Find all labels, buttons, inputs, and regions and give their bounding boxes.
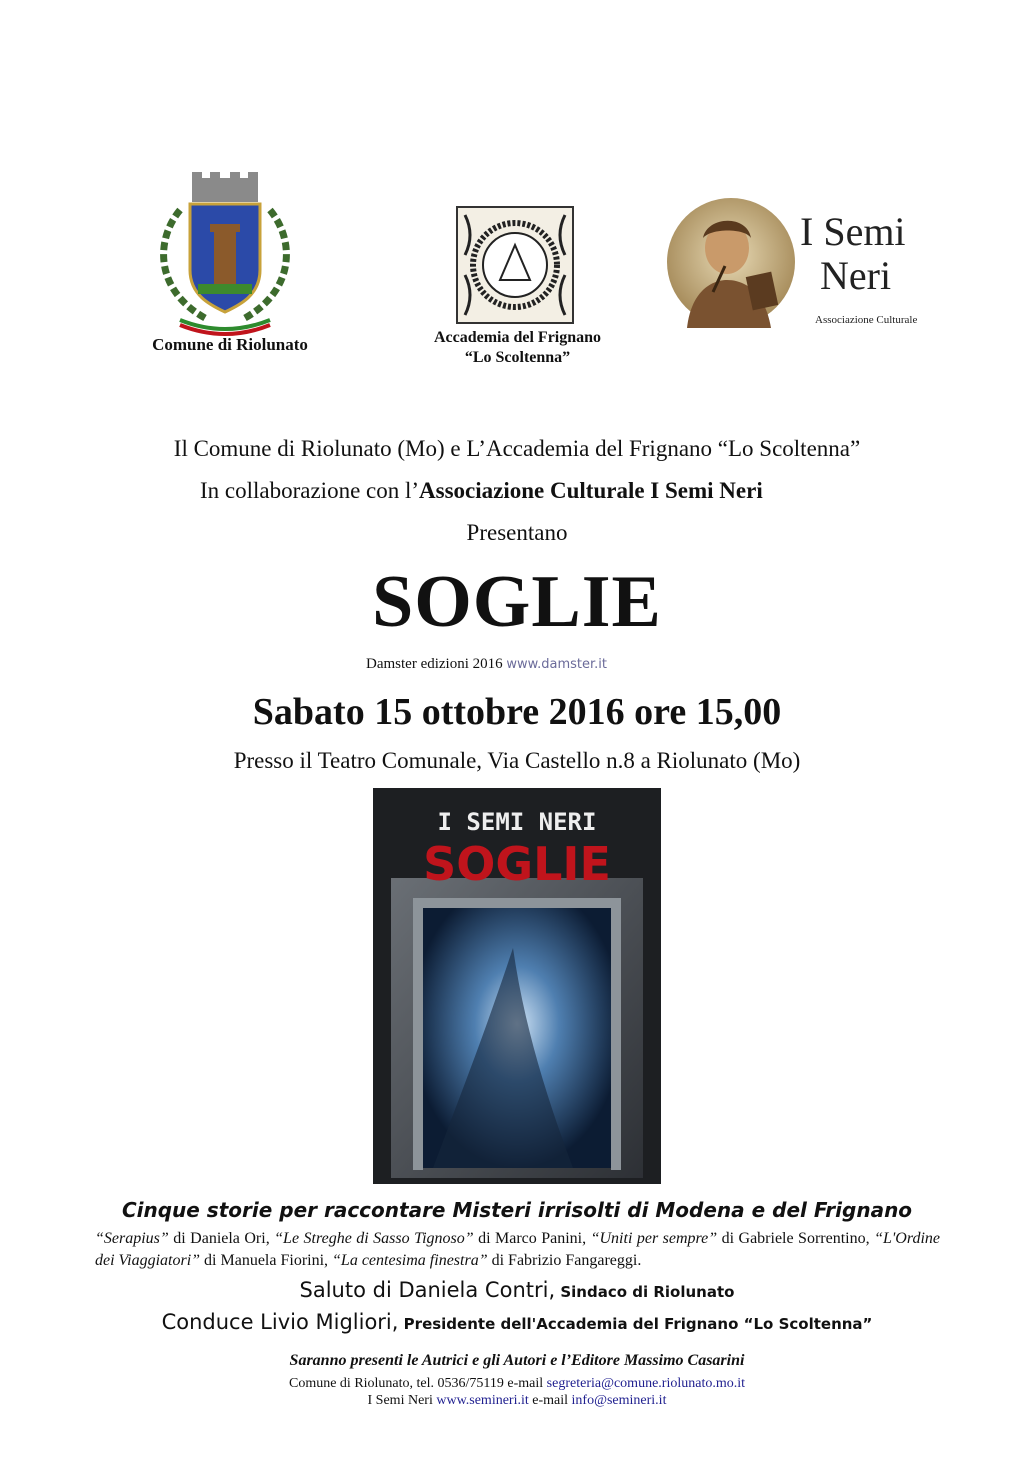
comune-coat-of-arms-icon [150,170,300,340]
contact-semineri-name: I Semi Neri [367,1393,437,1408]
book-title: SOGLIE [372,561,662,643]
accademia-emblem-icon [455,205,575,325]
collaboration-association: Associazione Culturale I Semi Neri [419,478,763,503]
cover-series-title: I SEMI NERI [437,808,597,836]
story-title: “Serapius” [95,1230,169,1247]
contact-comune-text: Comune di Riolunato, tel. 0536/75119 e-mail [288,1376,547,1391]
semineri-portrait-icon [665,196,797,328]
event-venue: Presso il Teatro Comunale, Via Castello n.8 a Riolunato (Mo) [233,748,801,773]
semineri-logo-subtitle: Associazione Culturale [815,314,918,326]
publisher-link[interactable]: www.damster.it [506,657,607,672]
book-cover-image [373,788,661,1184]
greeting-speaker: Saluto di Daniela Contri, [299,1278,556,1302]
host-speaker: Conduce Livio Migliori, [161,1310,399,1334]
semineri-logo-title-line2: Neri [820,253,892,298]
host-line [0,1310,1034,1334]
publisher-line [366,656,607,673]
accademia-caption-line2: “Lo Scoltenna” [464,349,571,366]
event-date: Sabato 15 ottobre 2016 ore 15,00 [252,691,782,733]
story-author: di Marco Panini, [473,1230,591,1247]
semineri-website-link[interactable]: www.semineri.it [436,1393,529,1408]
semineri-logo-title-line1: I Semi [800,209,906,254]
attendees-line: Saranno presenti le Autrici e gli Autori e l’Editore Massimo Casarini [289,1352,745,1369]
accademia-caption-line1: Accademia del Frignano [433,329,602,346]
story-title: “La centesima finestra” [332,1252,488,1269]
comune-caption: Comune di Riolunato [152,335,308,354]
presentano-line: Presentano [466,520,568,545]
stories-list [95,1228,940,1272]
contact-comune [0,1376,1034,1392]
story-title: “Le Streghe di Sasso Tignoso” [274,1230,474,1247]
story-author: di Manuela Fiorini, [200,1252,333,1269]
story-author: di Gabriele Sorrentino, [717,1230,875,1247]
intro-line: Il Comune di Riolunato (Mo) e L’Accademia del Frignano “Lo Scoltenna” [173,436,861,461]
greeting-line [0,1278,1034,1302]
book-subtitle: Cinque storie per raccontare Misteri irrisolti di Modena e del Frignano [121,1198,913,1222]
collaboration-line [200,478,920,504]
accademia-caption [410,328,625,368]
greeting-role: Sindaco di Riolunato [555,1283,735,1301]
contact-semineri [0,1393,1034,1409]
collaboration-prefix: In collaborazione con l’ [200,478,420,503]
semineri-logo-title [800,210,906,298]
semineri-email-link[interactable]: info@semineri.it [571,1393,667,1408]
story-author: di Fabrizio Fangareggi. [487,1252,642,1269]
story-title: “Uniti per sempre” [590,1230,718,1247]
cover-book-title: SOGLIE [423,837,611,891]
story-title: “L'Ordine dei Viaggiatori” [95,1230,941,1269]
host-role: Presidente dell'Accademia del Frignano “Lo Scoltenna” [398,1315,873,1333]
contact-semineri-mid: e-mail [528,1393,572,1408]
story-author: di Daniela Ori, [168,1230,275,1247]
publisher-text: Damster edizioni 2016 [366,656,503,672]
comune-email-link[interactable]: segreteria@comune.riolunato.mo.it [546,1376,746,1391]
